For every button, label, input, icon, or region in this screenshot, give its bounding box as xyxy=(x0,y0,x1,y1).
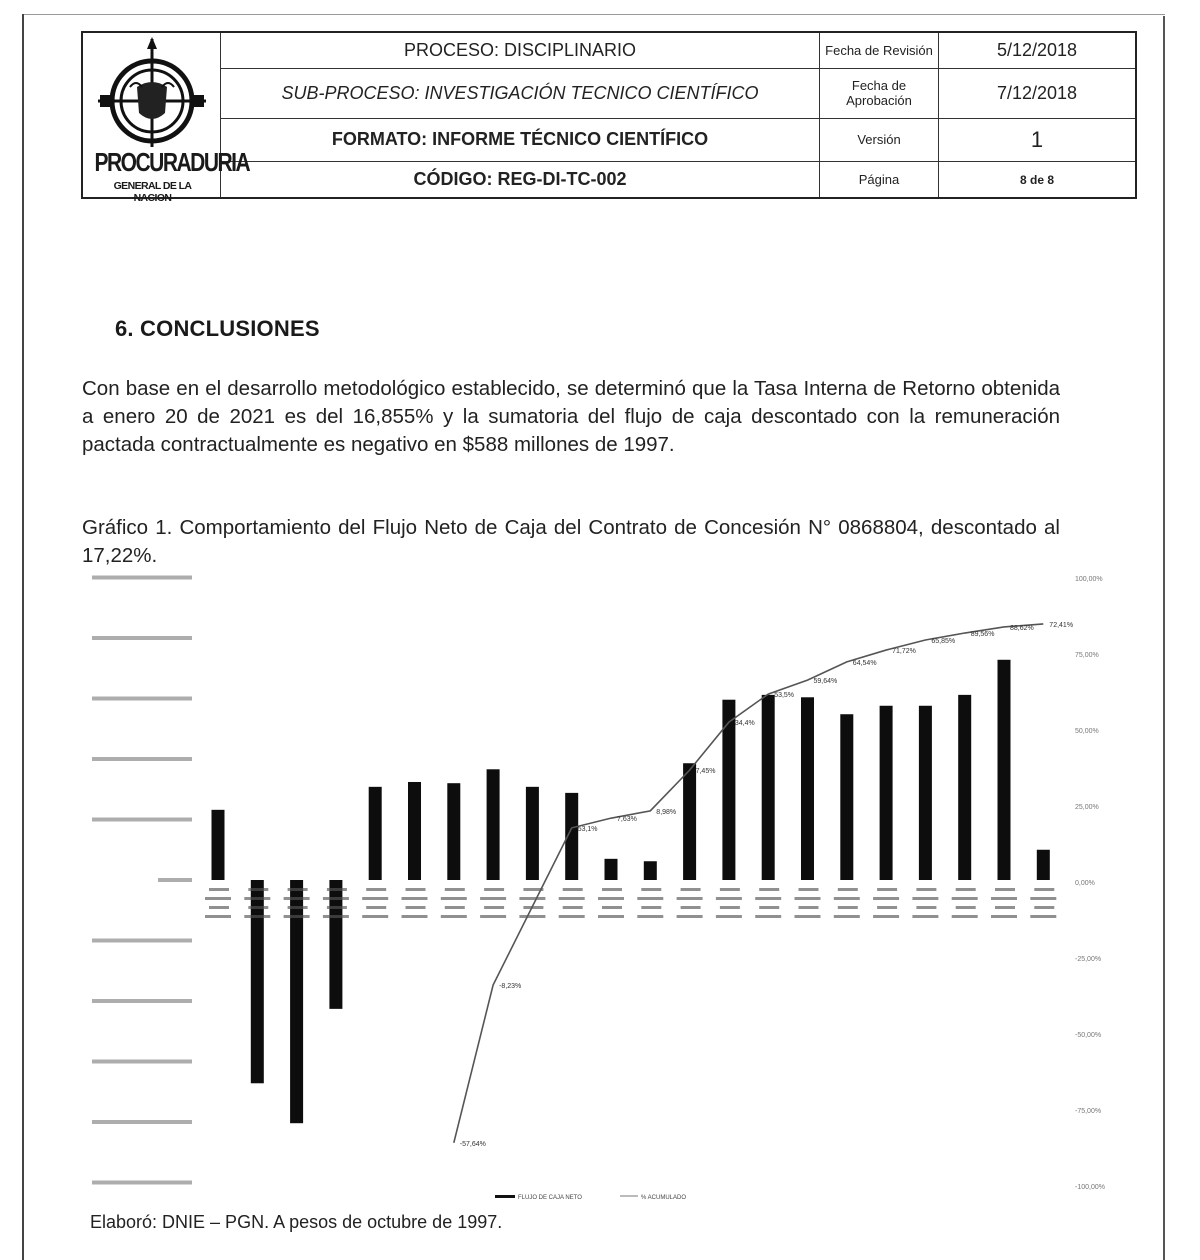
category-label xyxy=(759,888,779,891)
category-label xyxy=(559,915,585,918)
version-label: Versión xyxy=(820,118,939,162)
left-axis-tick-label xyxy=(92,636,192,640)
category-label xyxy=(877,888,897,891)
category-label xyxy=(991,897,1017,900)
right-axis-tick-label: -50,00% xyxy=(1075,1032,1102,1039)
category-label xyxy=(873,915,899,918)
cumulative-line xyxy=(454,624,1044,1143)
section-title: 6. CONCLUSIONES xyxy=(115,316,320,341)
category-label xyxy=(519,897,545,900)
version-value: 1 xyxy=(939,118,1137,162)
code-cell: CÓDIGO: REG-DI-TC-002 xyxy=(221,162,820,198)
category-label xyxy=(248,888,268,891)
line-data-label: 65,85% xyxy=(931,638,956,646)
category-label xyxy=(795,915,821,918)
category-label xyxy=(598,897,624,900)
left-axis-tick-label xyxy=(92,1060,192,1064)
legend-label-bars: FLUJO DE CAJA NETO xyxy=(518,1195,582,1201)
category-label xyxy=(1034,906,1054,909)
logo-subname: GENERAL DE LA NACION xyxy=(113,180,192,204)
category-label xyxy=(244,915,270,918)
cash-flow-bar xyxy=(762,695,775,880)
category-label xyxy=(484,906,504,909)
format-cell: FORMATO: INFORME TÉCNICO CIENTÍFICO xyxy=(221,118,820,162)
category-label xyxy=(637,915,663,918)
category-label xyxy=(916,888,936,891)
category-label xyxy=(681,906,701,909)
category-label xyxy=(284,897,310,900)
category-label xyxy=(441,897,467,900)
right-axis-tick-label: -100,00% xyxy=(1075,1184,1105,1191)
category-label xyxy=(563,906,583,909)
category-label xyxy=(952,915,978,918)
category-label xyxy=(755,897,781,900)
category-label xyxy=(598,915,624,918)
category-label xyxy=(637,897,663,900)
cash-flow-bar xyxy=(447,783,460,880)
category-label xyxy=(244,897,270,900)
line-data-label: 34,4% xyxy=(734,720,755,728)
category-label xyxy=(288,906,308,909)
category-label xyxy=(288,888,308,891)
category-label xyxy=(799,888,819,891)
category-label xyxy=(916,906,936,909)
category-label xyxy=(641,906,661,909)
chart-footnote: Elaboró: DNIE – PGN. A pesos de octubre de 1997. xyxy=(90,1212,503,1232)
category-label xyxy=(795,897,821,900)
category-label xyxy=(677,897,703,900)
category-label xyxy=(720,906,740,909)
category-label xyxy=(912,897,938,900)
category-label xyxy=(402,915,428,918)
cash-flow-bar xyxy=(369,787,382,880)
cash-flow-bar xyxy=(1037,850,1050,880)
category-label xyxy=(327,888,347,891)
category-label xyxy=(602,906,622,909)
revision-date-label: Fecha de Revisión xyxy=(820,32,939,68)
category-label xyxy=(877,906,897,909)
line-data-label: -57,64% xyxy=(459,1140,486,1148)
page-edge-left xyxy=(22,14,24,1260)
logo-cell xyxy=(82,32,250,204)
category-label xyxy=(248,906,268,909)
conclusion-paragraph: Con base en el desarrollo metodológico establecido, se determinó que la Tasa Interna de Retorno obtenida a enero 20 de 2021 es del 16,855% y la sumatoria del flujo de caja descontado con la remuneración pactada contractualmente es negativo en $588 millones de 1997. xyxy=(82,377,1060,456)
cash-flow-chart xyxy=(80,568,1130,1208)
line-data-label: 64,54% xyxy=(852,659,877,667)
approval-date-label: Fecha de Aprobación xyxy=(820,68,939,118)
line-data-label: 7,45% xyxy=(695,768,716,776)
category-label xyxy=(799,906,819,909)
subprocess-cell: SUB-PROCESO: INVESTIGACIÓN TECNICO CIENTÍFICO xyxy=(221,68,820,118)
left-axis-tick-label xyxy=(92,576,192,580)
category-label xyxy=(402,897,428,900)
right-axis-tick-label: 50,00% xyxy=(1075,728,1099,735)
category-label xyxy=(838,888,858,891)
cash-flow-bar xyxy=(251,880,264,1083)
cash-flow-bar xyxy=(919,706,932,880)
left-axis-tick-label xyxy=(92,939,192,943)
approval-date-value: 7/12/2018 xyxy=(939,68,1137,118)
category-label xyxy=(681,888,701,891)
category-label xyxy=(834,915,860,918)
right-axis-tick-label: 25,00% xyxy=(1075,804,1099,811)
category-label xyxy=(755,915,781,918)
category-label xyxy=(759,906,779,909)
line-data-label: 53,5% xyxy=(774,692,795,700)
category-label xyxy=(519,915,545,918)
right-axis-tick-label: -75,00% xyxy=(1075,1108,1102,1115)
cash-flow-bar xyxy=(487,769,500,880)
category-label xyxy=(366,888,386,891)
category-label xyxy=(995,888,1015,891)
cash-flow-bar xyxy=(408,782,421,880)
line-data-label: 88,62% xyxy=(1010,624,1034,632)
category-label xyxy=(641,888,661,891)
left-axis-tick-label xyxy=(92,1181,192,1185)
category-label xyxy=(838,906,858,909)
category-label xyxy=(1030,915,1056,918)
category-label xyxy=(1034,888,1054,891)
category-label xyxy=(677,915,703,918)
right-axis-tick-label: 100,00% xyxy=(1075,576,1103,583)
right-axis-tick-label: -25,00% xyxy=(1075,956,1102,963)
procuraduria-logo xyxy=(92,35,250,204)
cash-flow-bar xyxy=(998,660,1011,880)
category-label xyxy=(205,897,231,900)
category-label xyxy=(720,888,740,891)
cash-flow-bar xyxy=(212,810,225,880)
line-data-label: 53,1% xyxy=(577,825,598,833)
cash-flow-bar xyxy=(644,861,657,880)
category-label xyxy=(480,897,506,900)
category-label xyxy=(327,906,347,909)
cash-flow-bar xyxy=(683,763,696,880)
cash-flow-bar xyxy=(880,706,893,880)
category-label xyxy=(956,888,976,891)
category-label xyxy=(205,915,231,918)
line-data-label: 71,72% xyxy=(892,648,916,656)
category-label xyxy=(563,888,583,891)
category-label xyxy=(991,915,1017,918)
revision-date-value: 5/12/2018 xyxy=(939,32,1137,68)
category-label xyxy=(952,897,978,900)
page-edge-right xyxy=(1163,16,1165,1260)
left-axis-tick-label xyxy=(92,1120,192,1124)
line-data-label: -8,23% xyxy=(499,983,522,991)
left-axis-tick-label xyxy=(158,878,192,882)
cash-flow-bar xyxy=(958,695,971,880)
category-label xyxy=(284,915,310,918)
category-label xyxy=(1030,897,1056,900)
cash-flow-bar xyxy=(526,787,539,880)
category-label xyxy=(956,906,976,909)
page-label: Página xyxy=(820,162,939,198)
line-data-label: 8,98% xyxy=(656,808,677,816)
left-axis-tick-label xyxy=(92,697,192,701)
left-axis-tick-label xyxy=(92,818,192,822)
line-data-label: 7,63% xyxy=(617,816,637,824)
category-label xyxy=(484,888,504,891)
left-axis-tick-label xyxy=(92,757,192,761)
category-label xyxy=(209,888,229,891)
coat-of-arms-target-icon xyxy=(92,35,212,151)
category-label xyxy=(480,915,506,918)
category-label xyxy=(716,897,742,900)
legend-swatch-bars xyxy=(495,1195,515,1198)
category-label xyxy=(912,915,938,918)
category-label xyxy=(445,906,465,909)
category-label xyxy=(445,888,465,891)
cash-flow-chart-svg xyxy=(80,568,1130,1208)
category-label xyxy=(366,906,386,909)
chart-caption: Gráfico 1. Comportamiento del Flujo Neto de Caja del Contrato de Concesión N° 0868804, descontado al 17,22%. xyxy=(82,516,1060,567)
right-axis-tick-label: 75,00% xyxy=(1075,652,1099,659)
cash-flow-bar xyxy=(840,714,853,880)
category-label xyxy=(362,915,388,918)
category-label xyxy=(834,897,860,900)
logo-name: PROCURADURIA xyxy=(94,148,250,178)
line-data-label: 89,56% xyxy=(970,631,995,639)
right-axis-tick-label: 0,00% xyxy=(1075,880,1095,887)
left-axis-tick-label xyxy=(92,999,192,1003)
cash-flow-bar xyxy=(605,859,618,880)
cash-flow-bar xyxy=(801,697,814,880)
line-data-label: 72,41% xyxy=(1049,621,1074,629)
category-label xyxy=(323,897,349,900)
category-label xyxy=(441,915,467,918)
process-cell: PROCESO: DISCIPLINARIO xyxy=(221,32,820,68)
category-label xyxy=(406,906,426,909)
line-data-label: 59,64% xyxy=(813,678,838,686)
category-label xyxy=(559,897,585,900)
category-label xyxy=(523,906,543,909)
category-label xyxy=(209,906,229,909)
page-edge-top xyxy=(22,14,1165,15)
legend-label-line: % ACUMULADO xyxy=(641,1195,687,1201)
category-label xyxy=(995,906,1015,909)
category-label xyxy=(716,915,742,918)
document-header-table xyxy=(81,31,1137,204)
page-value: 8 de 8 xyxy=(939,162,1137,198)
category-label xyxy=(406,888,426,891)
category-label xyxy=(323,915,349,918)
category-label xyxy=(602,888,622,891)
category-label xyxy=(873,897,899,900)
category-label xyxy=(362,897,388,900)
